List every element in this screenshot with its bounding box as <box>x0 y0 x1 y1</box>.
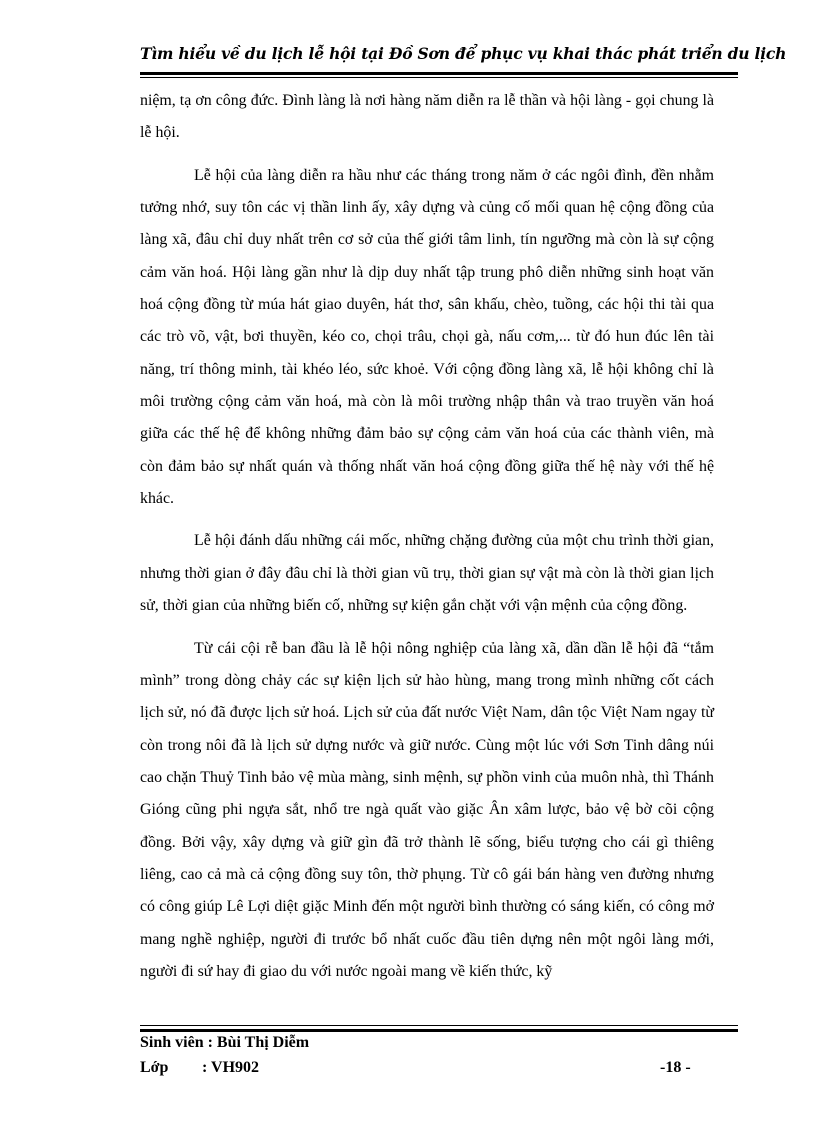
student-name: : Bùi Thị Diễm <box>207 1034 310 1051</box>
header-rule-thick <box>140 72 738 75</box>
footer <box>140 1034 700 1094</box>
header-rule-thin <box>140 77 738 78</box>
paragraph-1: niệm, tạ ơn công đức. Đình làng là nơi hàng năm diễn ra lễ thần và hội làng - gọi chung là lễ hội. <box>140 92 714 142</box>
student-label: Sinh viên <box>140 1034 204 1051</box>
page-number: -18 - <box>660 1059 691 1076</box>
footer-rule-thick <box>140 1029 738 1032</box>
paragraph-3: Lễ hội đánh dấu những cái mốc, những chặng đường của một chu trình thời gian, nhưng thời gian ở đây đâu chỉ là thời gian vũ trụ, thời gian sự vật mà còn là thời gian lịch sử, thời gian của những biến cố, những sự kiện gắn chặt với vận mệnh của cộng đồng. <box>140 532 714 615</box>
footer-rule-thin <box>140 1025 738 1026</box>
class-label: Lớp <box>140 1059 169 1076</box>
paragraph-4: Từ cái cội rễ ban đầu là lễ hội nông nghiệp của làng xã, dần dần lễ hội đã “tắm mình” trong dòng chảy các sự kiện lịch sử hào hùng, mang trong mình những cốt cách lịch sử, nó đã được lịch sử hoá. Lịch sử của đất nước Việt Nam, dân tộc Việt Nam ngay từ còn trong nôi đã là lịch sử dựng nước và giữ nước. Cùng một lúc với Sơn Tinh dâng núi cao chặn Thuỷ Tinh bảo vệ mùa màng, sinh mệnh, sự phồn vinh của muôn nhà, thì Thánh Gióng cũng phi ngựa sắt, nhổ tre ngà quất vào giặc Ân xâm lược, bảo vệ bờ cõi cộng đồng. Bởi vậy, xây dựng và giữ gìn đã trở thành lẽ sống, biểu tượng cho cái gì thiêng liêng, cao cả mà cả cộng đồng suy tôn, thờ phụng. Từ cô gái bán hàng ven đường nhưng có công giúp Lê Lợi diệt giặc Minh đến một người bình thường có sáng kiến, có công mở mang nghề nghiệp, người đi trước bổ nhất cuốc đầu tiên dựng nên một ngôi làng mới, người đi sứ hay đi giao du với nước ngoài mang về kiến thức, kỹ <box>140 639 714 980</box>
class-value: : VH902 <box>202 1059 260 1076</box>
paragraph-2: Lễ hội của làng diễn ra hầu như các tháng trong năm ở các ngôi đình, đền nhằm tưởng nhớ, suy tôn các vị thần linh ấy, xây dựng và củng cố mối quan hệ cộng đồng của làng xã, đâu chỉ duy nhất trên cơ sở của thế giới tâm linh, tín ngưỡng mà còn là sự cộng cảm văn hoá. Hội làng gần như là dịp duy nhất tập trung phô diễn những sinh hoạt văn hoá cộng đồng từ múa hát giao duyên, hát thơ, sân khấu, chèo, tuồng, các hội thi tài qua các trò võ, vật, bơi thuyền, kéo co, chọi trâu, chọi gà, nấu cơm,... từ đó hun đúc lên tài năng, trí thông minh, tài khéo léo, sức khoẻ. Với cộng đồng làng xã, lễ hội không chỉ là môi trường cộng cảm văn hoá, mà còn là môi trường nhập thân và trao truyền văn hoá giữa các thế hệ để không những đảm bảo sự cộng cảm văn hoá của các thành viên, mà còn đảm bảo sự nhất quán và thống nhất văn hoá cộng đồng giữa thế hệ này với thế hệ khác. <box>140 166 714 508</box>
running-header-title: Tìm hiểu về du lịch lễ hội tại Đồ Sơn để phục vụ khai thác phát triển du lịch <box>140 44 787 63</box>
body-text <box>140 85 714 998</box>
footer-class-line <box>140 1059 259 1077</box>
footer-student-line <box>140 1034 309 1052</box>
